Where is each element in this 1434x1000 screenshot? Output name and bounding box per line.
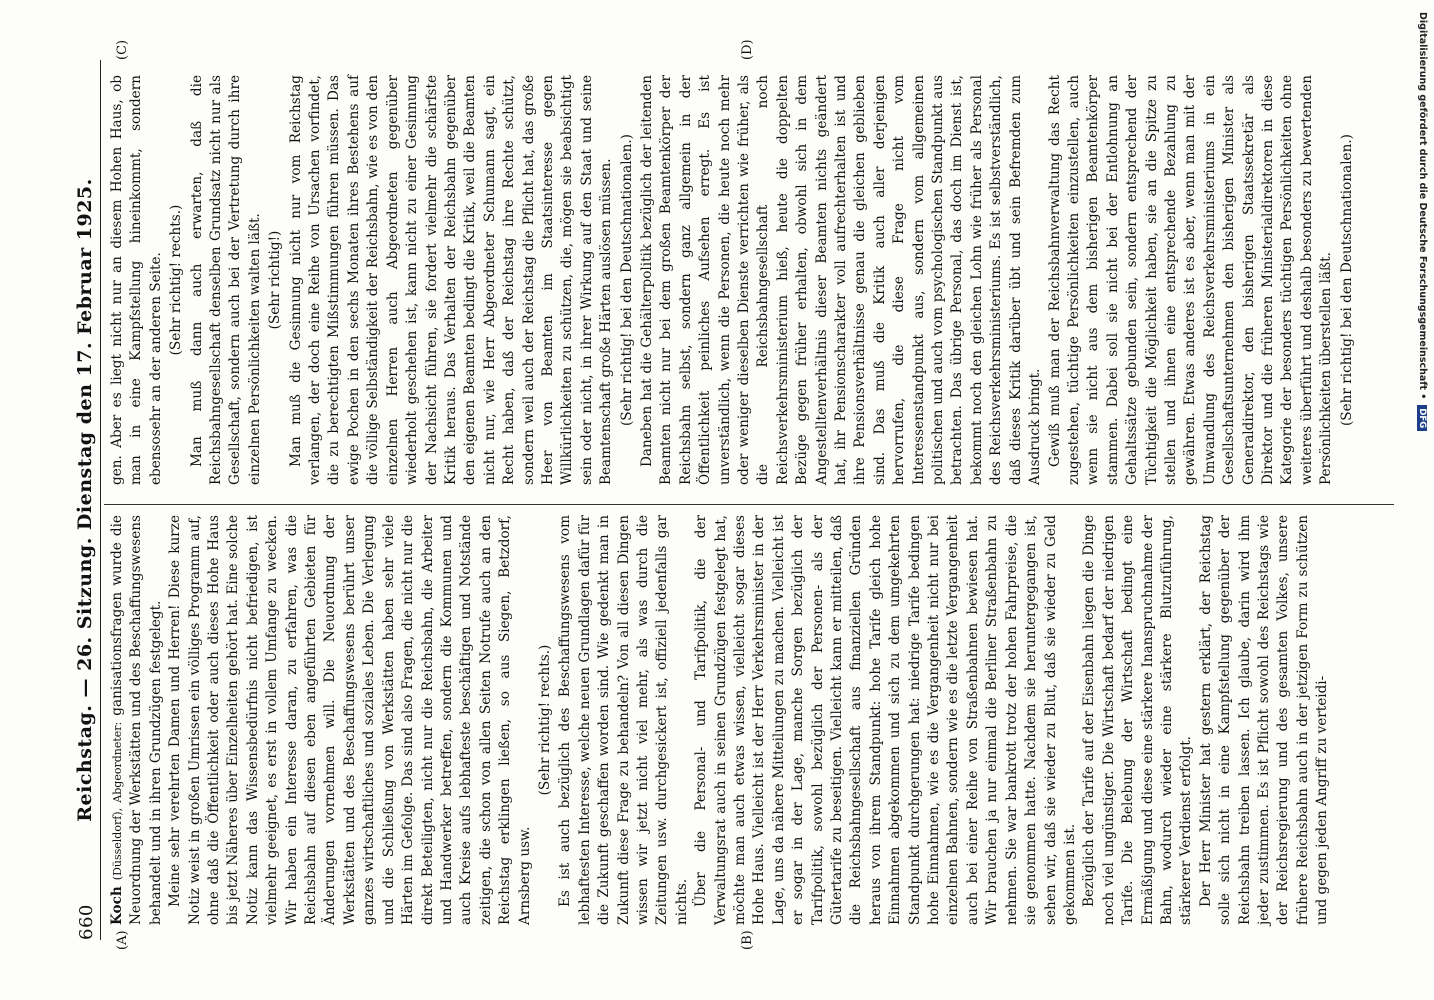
page-header — [72, 60, 102, 940]
speaker-name: Koch — [109, 886, 125, 925]
watermark-text: Digitalisierung gefördert durch die Deutsche Forschungsgemeinschaft • — [1417, 12, 1428, 400]
left-column — [108, 515, 1333, 925]
reaction-line: (Sehr richtig! rechts.) — [536, 644, 553, 796]
paragraph-text: ganisationsfragen wurde die Neuordnung der Werkstätten und des Beschaffungswesens behandelt und in ihren Grundzügen festgelegt. — [109, 515, 164, 925]
header-title: Reichstag. — 26. Sitzung. Dienstag den 17. Februar 1925. — [74, 178, 96, 822]
paragraph: Man muß die Gesinnung nicht nur vom Reichstag verlangen, der doch eine Reihe von Ursachen vorfindet, die zu berechtigten Mißstimmungen führen müssen. Das ewige Pochen in den sechs Monaten ihres Bestehens auf die völlige Selbständigkeit der Reichsbahn, wie es von den einzelnen Herren auch Abgeordneten gegenüber wiederholt geschehen ist, kann nicht zu einer Gesinnung der Nachsicht führen, sie fordert vielmehr die schärfste Kritik heraus. Das Verhalten der Reichsbahn gegenüber den eigenen Beamten bedingt die Kritik, weil die Beamten nicht nur, wie Herr Abgeordneter Schumann sagt, ein Recht haben, daß der Reichstag ihre Rechte schützt, sondern weil auch der Reichstag die Pflicht hat, das große Heer von Beamten im Staatsinteresse gegen Willkürlichkeiten zu schützen, die, mögen sie beabsichtigt sein oder nicht, in ihrer Wirkung auf den Staat und seine Beamtenschaft große Härten auslösen müssen. — [287, 75, 615, 485]
reaction-line: (Sehr richtig!) — [267, 230, 284, 330]
margin-marker-a: (A) — [115, 930, 130, 950]
paragraph: Meine sehr verehrten Damen und Herren! Diese kurze Notiz weist in großen Umrissen ein völliges Programm auf, ohne daß die Öffentlichkeit oder auch dieses Hohe Haus bis jetzt Näheres über Einzelheiten gehört hat. Eine solche Notiz kann das Wissensbedürfnis nicht befriedigen, ist vielmehr geeignet, es erst in vollem Umfange zu wecken. Wir haben ein Interesse daran, zu erfahren, was die Reichsbahn auf diesen eben angeführten Gebieten für Änderungen vornehmen will. Die Neuordnung der Werkstätten und des Beschaffungswesens berührt unser ganzes wirtschaftliches und soziales Leben. Die Verlegung und die Schließung von Werkstätten haben sehr viele Härten im Gefolge. Das sind also Fragen, die nicht nur die direkt Beteiligten, nicht nur die Reichsbahn, die Arbeiter und Handwerker betreffen, sondern die Kommunen und auch Kreise aufs lebhafteste beschäftigen und Notstände zeitigen, die schon von allen Seiten Notrufe auch an den Reichstag erklingen ließen, so aus Siegen, Betzdorf, Arnsberg usw. — [167, 515, 533, 925]
paragraph: Gewiß muß man der Reichsbahnverwaltung das Recht zugestehen, tüchtige Persönlichkeiten einzustellen, auch wenn sie nicht aus dem bisherigen Beamtenkörper stammen. Dabei soll sie nicht bei der Entlohnung an Gehaltssätze gebunden sein, sondern entsprechend der Tüchtigkeit die Möglichkeit haben, sie an die Spitze zu stellen und ihnen eine entsprechende Bezahlung zu gewähren. Etwas anderes ist es aber, wenn man mit der Umwandlung des Reichsverkehrsministeriums in ein Gesellschaftsunternehmen den bisherigen Minister als Generaldirektor, den bisherigen Staatssekretär als Direktor und die früheren Ministerialdirektoren in diese Kategorie der besonders tüchtigen Persönlichkeiten ohne weiteres überführt und deshalb besonders zu bewertenden Persönlichkeiten überstellen läßt. — [1046, 75, 1335, 485]
reaction-line: (Sehr richtig! bei den Deutschnationalen.) — [618, 134, 635, 426]
page-number: 660 — [76, 904, 97, 940]
paragraph: Es ist auch bezüglich des Beschaffungswesens vom lebhaftesten Interesse, welche neuen Grundlagen dafür für die Zukunft geschaffen worden sind. Wie gedenkt man in Zukunft diese Frage zu behandeln? Von all diesen Dingen wissen wir jetzt nicht viel mehr, als was durch die Zeitungen usw. durchgesickert ist, offiziell jedenfalls gar nichts. — [557, 515, 690, 925]
paragraph: Man muß dann auch erwarten, daß die Reichsbahngesellschaft denselben Grundsatz nicht nur als Gesellschaft, sondern auch bei der Vertretung durch ihre einzelnen Persönlichkeiten walten läßt. — [188, 75, 263, 485]
paragraph: Über die Personal- und Tarifpolitik, die der Verwaltungsrat auch in seinen Grundzügen festgelegt hat, möchte man auch etwas wissen, vielleicht sogar dieses Hohe Haus. Vielleicht ist der Herr Verkehrsminister in der Lage, uns da nähere Mitteilungen zu machen. Vielleicht ist er sogar in der Lage, manche Sorgen bezüglich der Tarifpolitik, sowohl bezüglich der Personen- als der Gütertarife zu beseitigen. Vielleicht kann er mitteilen, daß die Reichsbahngesellschaft aus finanziellen Gründen heraus von ihrem Standpunkt: hohe Tarife gleich hohe Einnahmen abgekommen und sich zu dem umgekehrten Standpunkt durchgerungen hat: niedrige Tarife bedingen hohe Einnahmen, wie es die Vergangenheit nicht nur bei einzelnen Bahnen, sondern wie es die letzte Vergangenheit auch bei einer Reihe von Straßenbahnen bewiesen hat. Wir brauchen ja nur einmal die Berliner Straßenbahn zu nehmen. Sie war bankrott trotz der hohen Fahrpreise, die sie genommen hatte. Nachdem sie heruntergegangen ist, sehen wir, daß sie wieder zu Blut, daß sie wieder zu Geld gekommen ist. — [693, 515, 1078, 925]
paragraph: Daneben hat die Gehälterpolitik bezüglich der leitenden Beamten nicht nur bei dem großen Beamtenkörper der Reichsbahn selbst, sondern ganz allgemein in der Öffentlichkeit peinliches Aufsehen erregt. Es ist unverständlich, wenn die Personen, die heute noch mehr oder weniger dieselben Dienste verrichten wie früher, als die Reichsbahngesellschaft noch Reichsverkehrsministerium hieß, heute die doppelten Bezüge gegen früher erhalten, obwohl sich in dem Angestelltenverhältnis dieser Beamten nichts geändert hat, ihr Pensionscharakter voll aufrechterhalten ist und ihre Pensionsverhältnisse genau die gleichen geblieben sind. Das muß die Kritik auch aller derjenigen hervorrufen, die diese Frage nicht vom Interessenstandpunkt aus, sondern vom allgemeinen politischen und auch vom psychologischen Standpunkt aus betrachten. Das übrige Personal, das doch im Dienst ist, bekommt noch den gleichen Lohn wie früher als Personal des Reichsverkehrsministeriums. Es ist selbstverständlich, daß dieses Kritik darüber übt und sein Befremden zum Ausdruck bringt. — [638, 75, 1044, 485]
margin-marker-d: (D) — [740, 39, 755, 60]
dfg-watermark — [1416, 12, 1428, 972]
margin-marker-b: (B) — [740, 930, 755, 950]
header-rule — [100, 60, 101, 940]
dfg-logo: DFG — [1417, 405, 1427, 431]
paragraph: Bezüglich der Tarife auf der Eisenbahn liegen die Dinge noch viel ungünstiger. Die Wirtschaft bedarf der niedrigen Tarife. Die Belebung der Wirtschaft bedingt eine Ermäßigung und diese eine stärkere Inanspruchnahme der Bahn, wodurch wieder eine stärkere Blutzuführung, stärkerer Verdienst erfolgt. — [1081, 515, 1195, 925]
margin-marker-c: (C) — [115, 39, 130, 60]
reaction-line: (Sehr richtig! bei den Deutschnationalen.) — [1338, 134, 1355, 426]
column-divider — [104, 504, 1394, 505]
paragraph: Der Herr Minister hat gestern erklärt, der Reichstag solle sich nicht in eine Kampfstellung gegenüber der Reichsbahn treiben lassen. Ich glaube, darin wird ihm jeder zustimmen. Es ist Pflicht sowohl des Reichstags wie der Reichsregierung und des gesamten Volkes, unsere frühere Reichsbahn auch in der jetzigen Form zu schützen und gegen jeden Angriff zu verteidi- — [1197, 515, 1331, 925]
right-column — [108, 75, 1358, 485]
speaker-note: (Düsseldorf), Abgeordneter: — [111, 721, 124, 881]
speaker-paragraph — [108, 515, 166, 925]
reaction-line: (Sehr richtig! rechts.) — [168, 204, 185, 356]
paragraph: gen. Aber es liegt nicht nur an diesem Hohen Haus, ob man in eine Kampfstellung hineinkommt, sondern ebensosehr an der anderen Seite. — [109, 75, 164, 485]
